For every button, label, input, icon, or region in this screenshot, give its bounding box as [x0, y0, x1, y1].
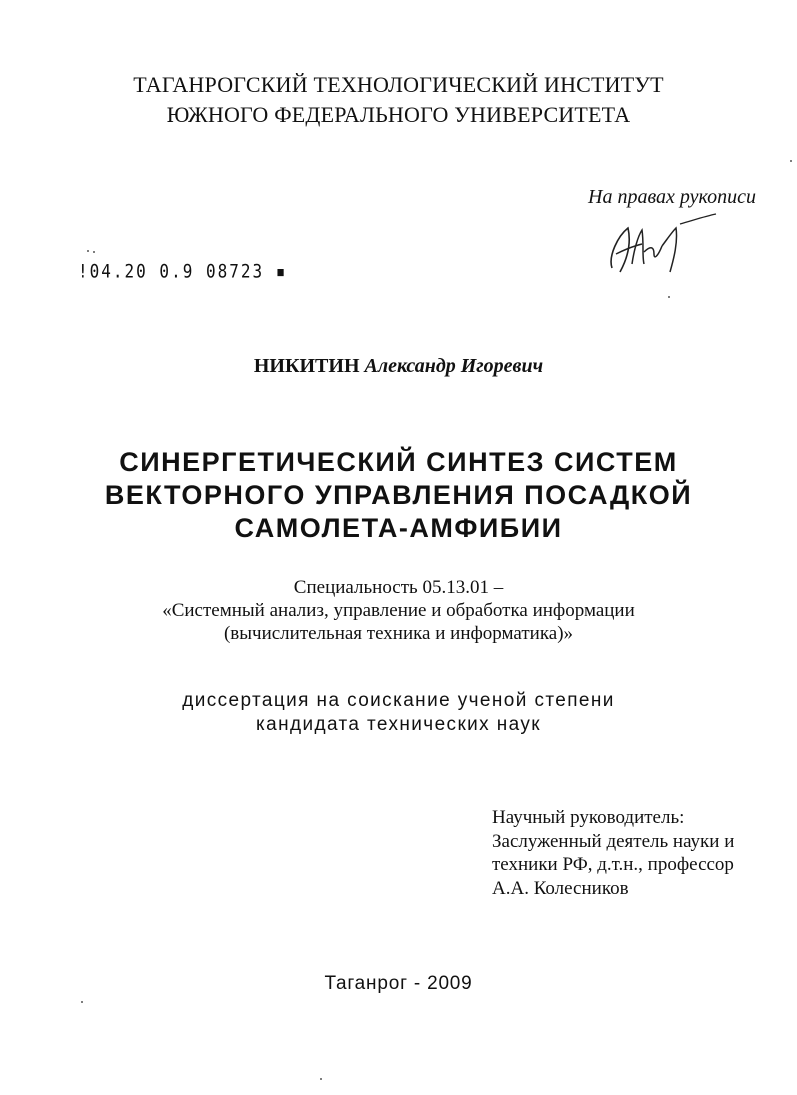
title-line-1: СИНЕРГЕТИЧЕСКИЙ СИНТЕЗ СИСТЕМ	[119, 447, 678, 477]
author-given-names: Александр Игоревич	[364, 355, 544, 377]
advisor-line-1: Научный руководитель:	[492, 807, 685, 828]
title-line-2: ВЕКТОРНОГО УПРАВЛЕНИЯ ПОСАДКОЙ	[104, 480, 693, 510]
author-surname: НИКИТИН	[253, 355, 360, 377]
manuscript-rights-note: На правах рукописи	[588, 186, 756, 208]
title-line-3: САМОЛЕТА-АМФИБИИ	[234, 513, 563, 543]
scan-speck	[320, 1078, 322, 1080]
scan-speck	[81, 1001, 83, 1003]
advisor-line-2: Заслуженный деятель науки и	[492, 830, 735, 852]
advisor-line-4: А.А. Колесников	[492, 877, 629, 899]
institution-line-2: ЮЖНОГО ФЕДЕРАЛЬНОГО УНИВЕРСИТЕТА	[166, 102, 631, 127]
catalog-number: !04.20 0.9 08723 ▪	[78, 260, 288, 282]
specialty-line-3: (вычислительная техника и информатика)»	[223, 623, 574, 644]
institution-line-1: ТАГАНРОГСКИЙ ТЕХНОЛОГИЧЕСКИЙ ИНСТИТУТ	[133, 72, 664, 97]
scan-speck	[790, 160, 792, 162]
specialty-line-1: Специальность 05.13.01 –	[293, 577, 504, 598]
scan-speck	[87, 250, 89, 252]
specialty-block	[0, 576, 797, 645]
dissertation-title	[0, 446, 797, 545]
author-name	[0, 355, 797, 378]
institution-header	[0, 70, 797, 130]
city-year: Таганрог - 2009	[324, 973, 473, 994]
scan-speck	[668, 296, 670, 298]
signature-icon	[598, 206, 728, 286]
degree-block	[0, 689, 797, 737]
degree-line-1: диссертация на соискание ученой степени	[182, 690, 615, 711]
specialty-line-2: «Системный анализ, управление и обработка информации	[162, 600, 635, 621]
scientific-advisor	[492, 806, 734, 900]
scan-speck	[93, 251, 95, 253]
advisor-line-3: техники РФ, д.т.н., профессор	[492, 854, 734, 875]
degree-line-2: кандидата технических наук	[255, 714, 542, 735]
